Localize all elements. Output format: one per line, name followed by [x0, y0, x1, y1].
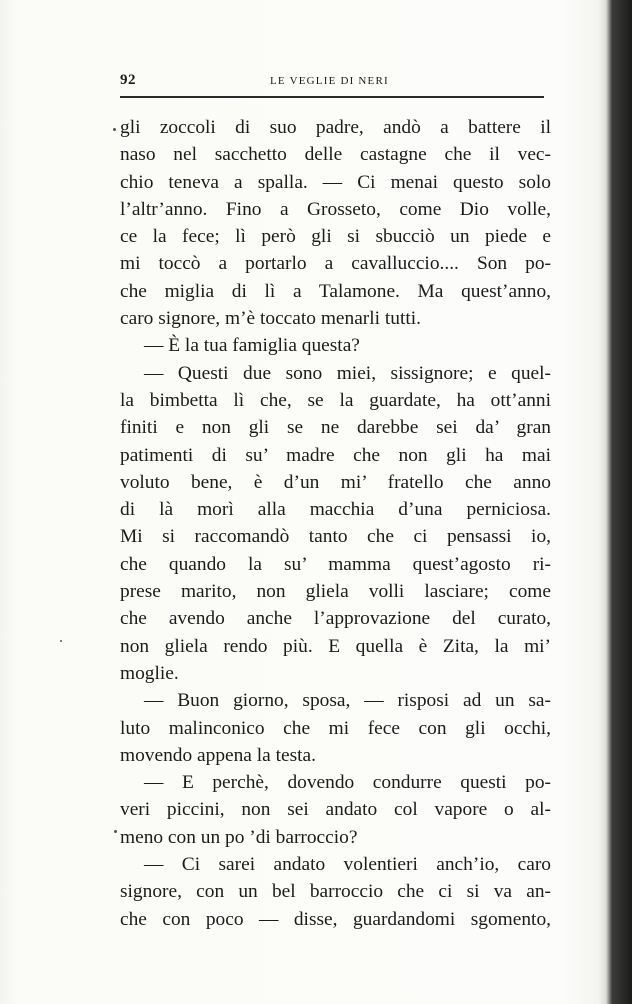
- text-line: di là morì alla macchia d’una perniciosa.: [120, 499, 551, 521]
- text-line: che miglia di lì a Talamone. Ma quest’anno,: [120, 280, 551, 302]
- text-line: naso nel sacchetto delle castagne che il vec-: [120, 144, 551, 166]
- text-line: ce la fece; lì però gli si sbucciò un piede e: [120, 226, 551, 248]
- page-number: 92: [120, 72, 136, 88]
- text-line: che con poco — disse, guardandomi sgomento,: [120, 908, 551, 930]
- text-line: luto malinconico che mi fece con gli occhi,: [120, 717, 551, 739]
- text-line: Mi si raccomandò tanto che ci pensassi io,: [120, 526, 551, 548]
- text-line: non gliela rendo più. E quella è Zita, la mi’: [120, 635, 551, 657]
- text-line: l’altr’anno. Fino a Grosseto, come Dio volle,: [120, 198, 551, 220]
- header-rule: [120, 96, 544, 98]
- text-line: la bimbetta lì che, se la guardate, ha ott’anni: [120, 389, 551, 411]
- text-line: caro signore, m’è toccato menarli tutti.: [120, 308, 421, 330]
- text-line: signore, con un bel barroccio che ci si va an-: [120, 881, 551, 903]
- text-line: — È la tua famiglia questa?: [144, 335, 360, 357]
- text-line: che quando la su’ mamma quest’agosto ri-: [120, 553, 551, 575]
- ink-speck: [114, 830, 117, 833]
- text-line: voluto bene, è d’un mi’ fratello che anno: [120, 471, 551, 493]
- text-line: — Ci sarei andato volentieri anch’io, caro: [144, 854, 551, 876]
- page-header: [120, 72, 543, 94]
- running-title: LE VEGLIE DI NERI: [270, 75, 389, 87]
- ink-speck: [60, 640, 62, 642]
- ink-speck: [113, 128, 116, 131]
- text-line: veri piccini, non sei andato col vapore o al-: [120, 799, 551, 821]
- text-line: movendo appena la testa.: [120, 744, 316, 766]
- text-line: — Questi due sono miei, sissignore; e quel-: [144, 362, 551, 384]
- text-line: finiti e non gli se ne darebbe sei da’ gran: [120, 417, 551, 439]
- text-line: chio teneva a spalla. — Ci menai questo solo: [120, 171, 551, 193]
- text-line: moglie.: [120, 662, 179, 684]
- text-line: che avendo anche l’approvazione del curato,: [120, 608, 551, 630]
- body-text: [120, 114, 551, 933]
- text-line: mi toccò a portarlo a cavalluccio.... Son po-: [120, 253, 551, 275]
- text-line: — Buon giorno, sposa, — risposi ad un sa-: [144, 690, 551, 712]
- text-line: patimenti di su’ madre che non gli ha mai: [120, 444, 551, 466]
- text-line: prese marito, non gliela volli lasciare; come: [120, 581, 551, 603]
- text-line: — E perchè, dovendo condurre questi po-: [144, 772, 551, 794]
- text-line: gli zoccoli di suo padre, andò a battere il: [120, 117, 551, 138]
- text-line: meno con un po ’di barroccio?: [120, 826, 358, 848]
